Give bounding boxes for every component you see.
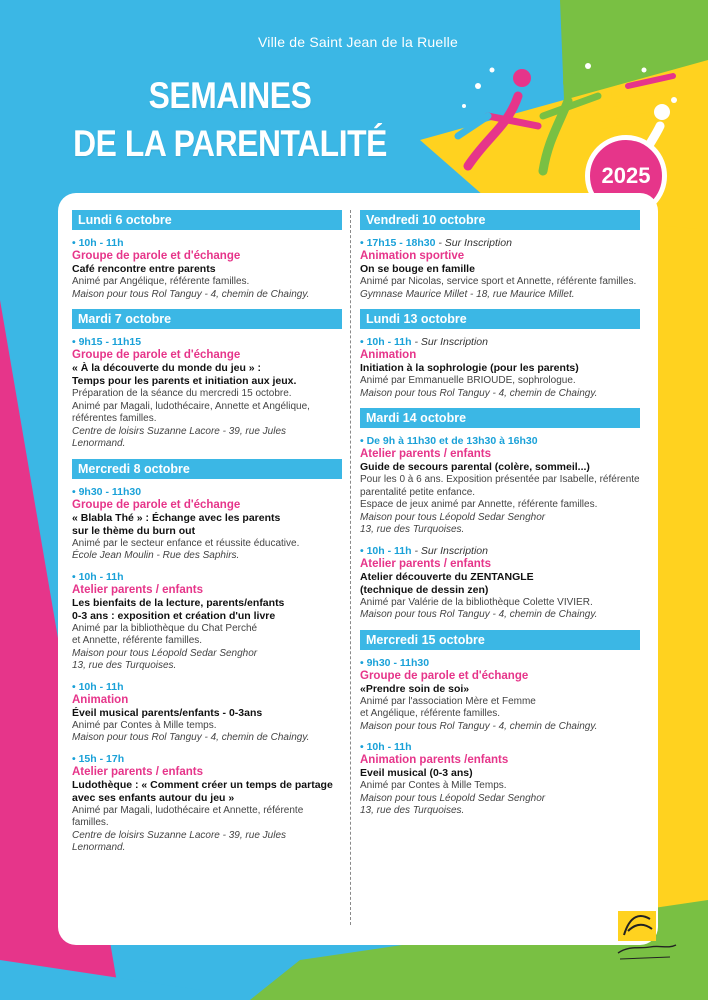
event-location: Maison pour tous Léopold Sedar Senghor <box>72 647 258 659</box>
day-section <box>360 630 640 818</box>
event-item <box>72 486 342 563</box>
event-category: Animation <box>72 693 129 706</box>
event-time: • 10h - 11h <box>360 544 412 557</box>
event-description: Animé par l'association Mère et Femme <box>360 695 536 707</box>
event-time: • 10h - 11h <box>360 741 412 753</box>
event-time-row <box>72 486 342 499</box>
day-header: Mardi 14 octobre <box>360 408 640 428</box>
event-title: (technique de dessin zen) <box>360 583 489 596</box>
city-name: Ville de Saint Jean de la Ruelle <box>258 34 458 50</box>
event-category: Atelier parents / enfants <box>72 583 204 596</box>
event-time: • 10h - 11h <box>72 570 124 583</box>
event-time: • 9h30 - 11h30 <box>360 656 430 669</box>
event-location: Maison pour tous Rol Tanguy - 4, chemin de Chaingy. <box>360 720 598 732</box>
event-time: • De 9h à 11h30 et de 13h30 à 16h30 <box>360 435 538 447</box>
day-header: Mercredi 15 octobre <box>360 630 640 650</box>
event-category: Atelier parents / enfants <box>72 765 204 778</box>
event-location: École Jean Moulin - Rue des Saphirs. <box>72 550 240 561</box>
event-location: 13, rue des Turquoises. <box>360 805 465 816</box>
event-description: Animé par Nicolas, service sport et Annette, référente familles. <box>360 276 637 287</box>
event-title: Les bienfaits de la lecture, parents/enfants <box>72 596 285 609</box>
event-description: Animé par le secteur enfance et réussite éducative. <box>72 537 300 549</box>
event-location: Maison pour tous Rol Tanguy - 4, chemin de Chaingy. <box>72 288 310 300</box>
event-category: Animation sportive <box>360 250 465 262</box>
event-item <box>360 741 640 818</box>
day-section <box>360 210 640 301</box>
day-section <box>360 309 640 400</box>
event-title: Atelier découverte du ZENTANGLE <box>360 570 534 583</box>
event-title: « Blabla Thé » : Échange avec les parents <box>72 511 281 524</box>
event-time: • 10h - 11h <box>360 336 412 348</box>
event-item <box>360 435 640 537</box>
event-location: Centre de loisirs Suzanne Lacore - 39, rue Jules Lenormand. <box>72 425 287 449</box>
event-time: • 9h30 - 11h30 <box>72 485 142 498</box>
event-description: Animé par Emmanuelle BRIOUDE, sophrologue. <box>360 375 576 386</box>
event-title: sur le thème du burn out <box>72 524 196 537</box>
event-time: • 17h15 - 18h30 <box>360 237 436 249</box>
title-line-2: DE LA PARENTALITÉ <box>73 123 387 164</box>
event-time: • 10h - 11h <box>72 680 124 693</box>
event-note: - Sur Inscription <box>411 336 488 348</box>
event-location: Maison pour tous Rol Tanguy - 4, chemin de Chaingy. <box>72 732 310 743</box>
event-item <box>360 237 640 301</box>
event-time-row <box>360 336 640 349</box>
day-header: Vendredi 10 octobre <box>360 210 640 230</box>
event-title: avec ses enfants autour du jeu » <box>72 791 235 804</box>
event-category: Groupe de parole et d'échange <box>360 669 529 682</box>
day-header: Lundi 6 octobre <box>72 210 342 230</box>
event-description: Animé par Contes à Mille Temps. <box>360 780 507 791</box>
event-item <box>360 657 640 734</box>
event-time-row <box>72 681 342 694</box>
event-description: référentes familles. <box>72 413 157 424</box>
event-category: Groupe de parole et d'échange <box>72 250 241 262</box>
event-category: Groupe de parole et d'échange <box>72 498 241 511</box>
event-description: Espace de jeux animé par Annette, référente familles. <box>360 499 598 510</box>
event-description: Animé par Angélique, référente familles. <box>72 276 250 287</box>
event-time-row <box>360 657 640 670</box>
event-time-row <box>72 237 342 250</box>
event-location: Gymnase Maurice Millet - 18, rue Maurice Millet. <box>360 288 575 300</box>
event-location: 13, rue des Turquoises. <box>72 660 177 671</box>
event-title: Initiation à la sophrologie (pour les parents) <box>360 362 579 374</box>
event-item <box>360 336 640 400</box>
event-location: Maison pour tous Rol Tanguy - 4, chemin de Chaingy. <box>360 609 598 620</box>
event-note: - Sur Inscription <box>435 237 512 249</box>
event-title: Éveil musical parents/enfants - 0-3ans <box>72 706 263 719</box>
event-title: Guide de secours parental (colère, sommeil...) <box>360 461 590 473</box>
day-header: Lundi 13 octobre <box>360 309 640 329</box>
event-description: parentalité petite enfance. <box>360 486 476 498</box>
event-time-row <box>360 741 640 754</box>
event-item <box>72 681 342 745</box>
event-item <box>72 571 342 673</box>
event-time: • 10h - 11h <box>72 237 124 249</box>
day-section <box>72 210 342 301</box>
event-time-row <box>72 753 342 766</box>
event-title: 0-3 ans : exposition et création d'un livre <box>72 609 276 622</box>
event-time-row <box>72 336 342 349</box>
event-description: Animé par Magali, ludothécaire, Annette et Angélique, <box>72 400 310 412</box>
event-description: Animé par Contes à Mille temps. <box>72 719 217 731</box>
event-item <box>360 545 640 622</box>
day-header: Mercredi 8 octobre <box>72 459 342 479</box>
event-location: Maison pour tous Rol Tanguy - 4, chemin de Chaingy. <box>360 387 598 399</box>
event-description: Animé par Magali, ludothécaire et Annette, référente familles. <box>72 804 304 828</box>
event-category: Atelier parents / enfants <box>360 448 492 460</box>
event-title: Café rencontre entre parents <box>72 263 216 275</box>
event-description: Préparation de la séance du mercredi 15 octobre. <box>72 388 292 399</box>
event-time-row <box>360 435 640 448</box>
year-badge: 2025 <box>585 135 667 217</box>
event-title: «Prendre soin de soi» <box>360 682 470 695</box>
event-title: On se bouge en famille <box>360 263 475 275</box>
event-category: Animation parents /enfants <box>360 754 509 766</box>
page-title <box>67 72 394 168</box>
event-time-row <box>360 237 640 250</box>
event-description: Animé par la bibliothèque du Chat Perché <box>72 622 258 634</box>
event-category: Animation <box>360 349 417 361</box>
event-location: Maison pour tous Léopold Sedar Senghor <box>360 792 546 804</box>
event-description: Pour les 0 à 6 ans. Exposition présentée par Isabelle, référente <box>360 474 640 485</box>
event-title: « À la découverte du monde du jeu » : <box>72 362 262 374</box>
event-description: Animé par Valérie de la bibliothèque Colette VIVIER. <box>360 596 593 608</box>
event-description: et Annette, référente familles. <box>72 635 203 646</box>
event-location: Maison pour tous Léopold Sedar Senghor <box>360 511 546 523</box>
city-signature-logo <box>610 905 680 965</box>
event-time: • 9h15 - 11h15 <box>72 336 142 348</box>
left-column <box>72 210 342 863</box>
event-location: Centre de loisirs Suzanne Lacore - 39, rue Jules Lenormand. <box>72 829 287 853</box>
event-title: Temps pour les parents et initiation aux jeux. <box>72 375 297 387</box>
event-title: Ludothèque : « Comment créer un temps de partage <box>72 778 333 791</box>
event-category: Atelier parents / enfants <box>360 557 492 570</box>
right-column <box>360 210 640 826</box>
event-note: - Sur Inscription <box>411 544 488 557</box>
event-location: 13, rue des Turquoises. <box>360 524 465 535</box>
event-item <box>72 237 342 301</box>
event-category: Groupe de parole et d'échange <box>72 349 241 361</box>
event-item <box>72 336 342 451</box>
column-divider <box>350 210 351 925</box>
title-line-1: SEMAINES <box>148 75 312 116</box>
event-time-row <box>360 545 640 558</box>
event-time-row <box>72 571 342 584</box>
event-time: • 15h - 17h <box>72 752 125 765</box>
event-title: Eveil musical (0-3 ans) <box>360 767 473 779</box>
day-section <box>72 309 342 451</box>
day-header: Mardi 7 octobre <box>72 309 342 329</box>
day-section <box>72 459 342 855</box>
event-description: et Angélique, référente familles. <box>360 708 501 719</box>
day-section <box>360 408 640 622</box>
event-item <box>72 753 342 855</box>
